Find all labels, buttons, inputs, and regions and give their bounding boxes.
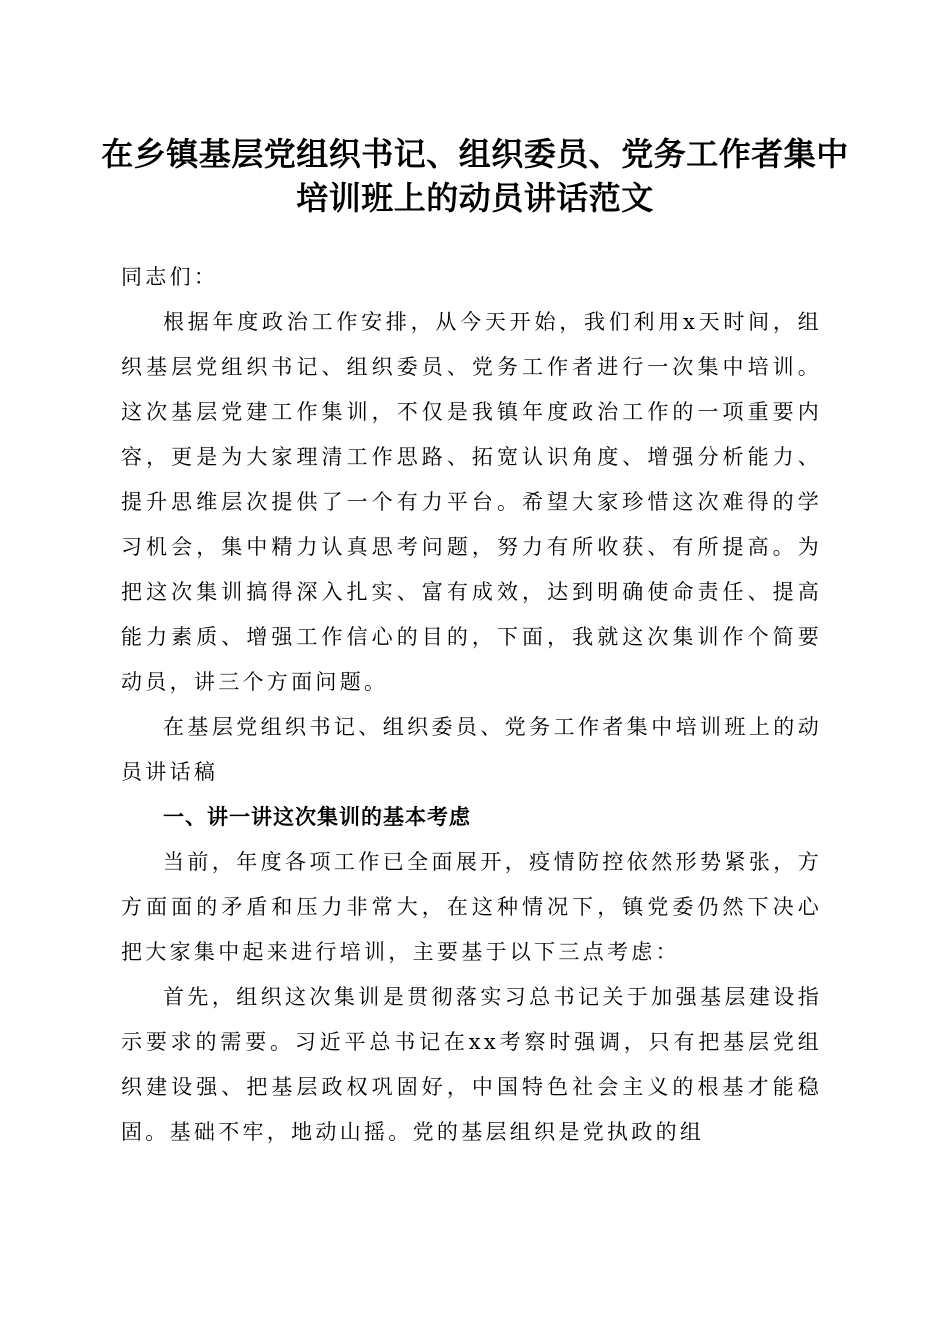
paragraph-current-situation: 当前，年度各项工作已全面展开，疫情防控依然形势紧张，方方面面的矛盾和压力非常大，在这种情况下，镇党委仍然下决心把大家集中起来进行培训，主要基于以下三点考虑： [121,850,822,964]
paragraph-intro: 根据年度政治工作安排，从今天开始，我们利用x天时间，组织基层党组织书记、组织委员、党务工作者进行一次集中培训。这次基层党建工作集训，不仅是我镇年度政治工作的一项重要内容，更是为大家理清工作思路、拓宽认识角度、增强分析能力、提升思维层次提供了一个有力平台。希望大家珍惜这次难得的学习机会，集中精力认真思考问题，努力有所收获、有所提高。为把这次集训搞得深入扎实、富有成效，达到明确使命责任、提高能力素质、增强工作信心的目的，下面，我就这次集训作个简要动员，讲三个方面问题。 [121,310,822,694]
document-title: 在乡镇基层党组织书记、组织委员、党务工作者集中培训班上的动员讲话范文 [101,135,849,217]
section-heading: 一、讲一讲这次集训的基本考虑 [163,805,471,829]
paragraph-subtitle: 在基层党组织书记、组织委员、党务工作者集中培训班上的动员讲话稿 [121,715,822,784]
paragraph-first-reason: 首先，组织这次集训是贯彻落实习总书记关于加强基层建设指示要求的需要。习近平总书记在xx考察时强调，只有把基层党组织建设强、把基层政权巩固好，中国特色社会主义的根基才能稳固。基础不牢，地动山摇。党的基层组织是党执政的组 [121,985,822,1144]
salutation: 同志们： [121,265,219,289]
document-body [121,255,822,1155]
